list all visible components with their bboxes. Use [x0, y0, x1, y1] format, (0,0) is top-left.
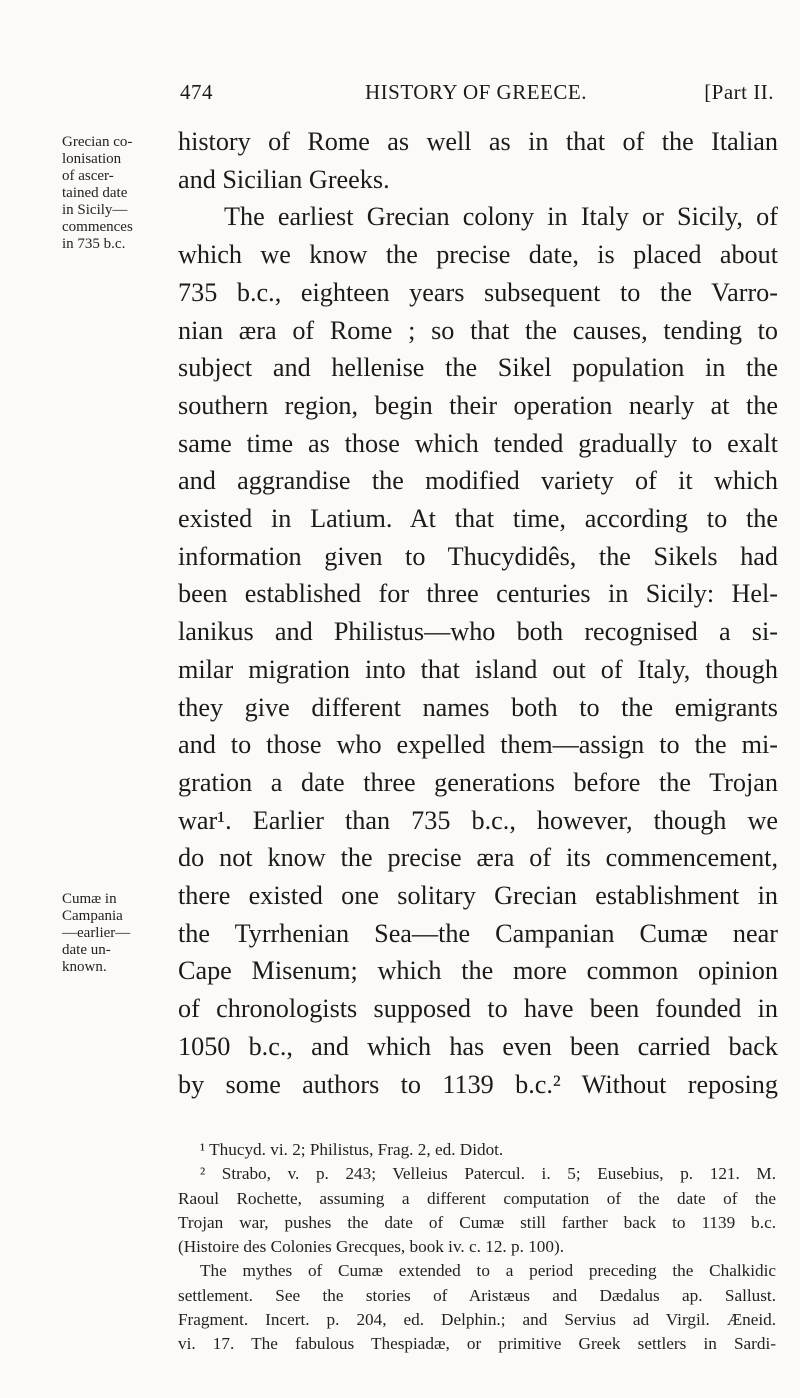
margin-note-sicily: Grecian co- lonisation of ascer- tained date in Sicily— commences in 735 b.c. [62, 134, 133, 252]
footnote-line: Trojan war, pushes the date of Cumæ still farther back to 1139 b.c. [178, 1212, 776, 1232]
footnote-line: Fragment. Incert. p. 204, ed. Delphin.; and Servius ad Virgil. Æneid. [178, 1310, 776, 1330]
footnote-line: ² Strabo, v. p. 243; Velleius Patercul. i. 5; Eusebius, p. 121. M. [200, 1164, 776, 1184]
footnote-line: ¹ Thucyd. vi. 2; Philistus, Frag. 2, ed. Didot. [200, 1140, 504, 1159]
body-line: and aggrandise the modified variety of it which [178, 466, 778, 496]
body-line: history of Rome as well as in that of the Italian [178, 127, 778, 156]
body-line: subject and hellenise the Sikel population in the [178, 353, 778, 383]
body-line: 735 b.c., eighteen years subsequent to the Varro- [178, 277, 778, 307]
body-line: lanikus and Philistus—who both recognised a si- [178, 617, 778, 647]
body-line: do not know the precise æra of its commencement, [178, 843, 778, 873]
body-line: nian æra of Rome ; so that the causes, tending to [178, 315, 778, 345]
body-line: Cape Misenum; which the more common opinion [178, 956, 778, 986]
running-title: HISTORY OF GREECE. [365, 80, 587, 104]
body-line: existed in Latium. At that time, according to the [178, 504, 778, 534]
body-text [178, 123, 778, 1103]
margin-note-cumae: Cumæ in Campania —earlier— date un- known. [62, 891, 131, 975]
body-line: war¹. Earlier than 735 b.c., however, though we [178, 805, 778, 835]
body-line: there existed one solitary Grecian establishment in [178, 881, 778, 911]
body-line: 1050 b.c., and which has even been carried back [178, 1031, 778, 1061]
body-line: which we know the precise date, is placed about [178, 240, 778, 270]
body-line: by some authors to 1139 b.c.² Without reposing [178, 1069, 778, 1099]
page-number: 474 [180, 80, 213, 104]
body-line: the Tyrrhenian Sea—the Campanian Cumæ near [178, 918, 778, 948]
body-line: milar migration into that island out of Italy, though [178, 654, 778, 684]
footnotes [178, 1138, 776, 1357]
body-line: southern region, begin their operation nearly at the [178, 390, 778, 420]
body-line: same time as those which tended gradually to exalt [178, 428, 778, 458]
footnote-line: The mythes of Cumæ extended to a period preceding the Chalkidic [200, 1261, 776, 1281]
body-line: been established for three centuries in Sicily: Hel- [178, 579, 778, 609]
body-line: and Sicilian Greeks. [178, 164, 390, 194]
body-line: information given to Thucydidês, the Sikels had [178, 541, 778, 571]
footnote-line: settlement. See the stories of Aristæus and Dædalus ap. Sallust. [178, 1285, 776, 1305]
part-label: [Part II. [704, 80, 774, 104]
body-line: gration a date three generations before the Trojan [178, 767, 778, 797]
footnote-line: (Histoire des Colonies Grecques, book iv. c. 12. p. 100). [178, 1237, 565, 1257]
body-line: The earliest Grecian colony in Italy or Sicily, of [224, 202, 778, 232]
body-line: they give different names both to the emigrants [178, 692, 778, 722]
running-header [178, 76, 774, 110]
footnote-line: Raoul Rochette, assuming a different computation of the date of the [178, 1188, 776, 1208]
footnote-line: vi. 17. The fabulous Thespiadæ, or primitive Greek settlers in Sardi- [178, 1334, 776, 1354]
body-line: of chronologists supposed to have been founded in [178, 994, 778, 1024]
body-line: and to those who expelled them—assign to the mi- [178, 730, 778, 760]
